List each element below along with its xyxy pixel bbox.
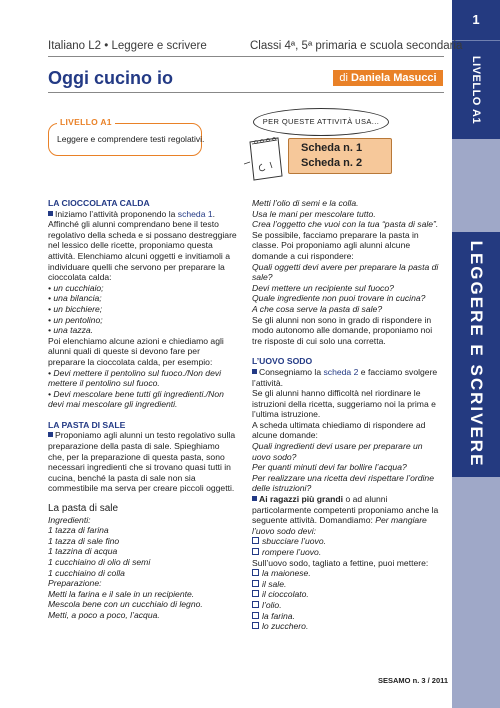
paragraph-text: Consegniamo la: [259, 366, 322, 377]
author-name: Daniela Masucci: [351, 72, 437, 84]
checkbox-label: la maionese.: [262, 568, 311, 579]
checkbox-label: l’olio.: [262, 599, 282, 610]
paragraph-text: . Affinché gli alunni comprendano bene il testo regolativo della scheda e si possano destreggiare nel lessico delle ricette, proponiamo questa attività. Elenchiamo alcuni oggetti e invitiamoli a individuare quelli che servono per preparare la cioccolata calda:: [48, 208, 237, 283]
section-heading: LA PASTA DI SALE: [48, 419, 126, 430]
left-column: [48, 198, 238, 621]
speech-bubble-text: PER QUESTE ATTIVITÀ USA...: [262, 117, 380, 126]
checkbox-label: rompere l’uovo.: [262, 547, 322, 557]
recipe-line: 1 tazzina di acqua: [48, 546, 118, 557]
paragraph-text: o ad alunni particolarmente competenti proponiamo anche la seguente attività. Domandiamo:: [252, 494, 439, 526]
list-item: • un cucchiaio;: [48, 282, 104, 293]
recipe-line: 1 tazza di farina: [48, 525, 109, 536]
recipe-line: Ingredienti:: [48, 514, 91, 525]
question: Per quanti minuti devi far bollire l’acqua?: [252, 462, 407, 473]
page-number: 1: [452, 0, 500, 40]
magazine-name: SESAMO: [378, 676, 411, 685]
checkbox-label: sbucciare l’uovo.: [262, 536, 327, 547]
header-subject: Italiano L2 • Leggere e scrivere: [48, 40, 207, 52]
checkbox-icon: [252, 590, 259, 597]
question: Per realizzare una ricetta devi rispettare l’ordine delle istruzioni?: [252, 472, 434, 494]
paragraph: Se gli alunni non sono in grado di rispondere in modo autonomo alle domande, proponiamo noi tre risposte di cui solo una corretta.: [252, 314, 433, 346]
example-item: • Devi mettere il pentolino sul fuoco./Non devi mettere il pentolino sul fuoco.: [48, 367, 222, 389]
worksheet-reference: scheda 2: [323, 366, 359, 377]
paragraph: A scheda ultimata chiediamo di rispondere ad alcune domande:: [252, 419, 426, 441]
checkbox-option: [252, 600, 442, 611]
checkbox-option: [252, 536, 442, 547]
question: Quale ingrediente non puoi trovare in cucina?: [252, 293, 426, 304]
paragraph: Se gli alunni hanno difficoltà nel riordinare le istruzioni della ricetta, suggeriamo noi la prima e l’ultima istruzione.: [252, 388, 436, 420]
section-heading: LA CIOCCOLATA CALDA: [48, 198, 150, 208]
checkbox-option: [252, 589, 442, 600]
recipe-line: Mescola bene con un cucchiaio di legno.: [48, 599, 203, 610]
worksheet-item: Scheda n. 2: [301, 157, 363, 169]
recipe-line: 1 cucchiaino di olio di semi: [48, 557, 151, 567]
section-heading: L’UOVO SODO: [252, 356, 313, 367]
list-item: • un pentolino;: [48, 314, 103, 325]
right-sidebar: [452, 0, 500, 708]
worksheet-reference: scheda 1: [177, 208, 213, 219]
paragraph-text: Iniziamo l’attività proponendo la: [55, 208, 176, 219]
level-box-label: LIVELLO A1: [57, 117, 115, 127]
header-rule: [48, 56, 444, 57]
page-footer: [378, 676, 448, 685]
paragraph: Se possibile, facciamo preparare la pasta in classe. Poi proponiamo agli alunni alcune domande a cui rispondere:: [252, 229, 419, 261]
paragraph: Sull’uovo sodo, tagliato a fettine, puoi mettere:: [252, 557, 429, 568]
question: Quali oggetti devi avere per preparare la pasta di sale?: [252, 261, 439, 283]
recipe-line: Preparazione:: [48, 578, 102, 589]
checkbox-icon: [252, 569, 259, 576]
checkbox-option: [252, 611, 442, 622]
question: A che cosa serve la pasta di sale?: [252, 303, 383, 314]
level-box-text: Leggere e comprendere testi regolativi.: [57, 134, 205, 144]
recipe-line: Metti, a poco a poco, l’acqua.: [48, 609, 160, 620]
list-item: • una tazza.: [48, 325, 94, 336]
paragraph: [252, 494, 442, 536]
worksheet-item: Scheda n. 1: [301, 142, 363, 154]
checkbox-label: il cioccolato.: [262, 589, 309, 600]
header-classes: Classi 4ª, 5ª primaria e scuola secondaria: [250, 40, 463, 52]
author-badge: [333, 70, 443, 86]
square-bullet-icon: [252, 369, 257, 374]
section-tab: [452, 232, 500, 477]
paragraph-text: Proponiamo agli alunni un testo regolativo sulla preparazione della pasta di sale. Spieghiamo che, per la preparazione di questa pasta, sono necessari ingredienti che si trovano quasi tutti in cucina, benché la pasta di sale non sia commestibile ma serva per creare piccoli oggetti.: [48, 430, 236, 494]
author-prefix: di: [339, 72, 348, 84]
checkbox-icon: [252, 601, 259, 608]
checkbox-icon: [252, 580, 259, 587]
checkbox-icon: [252, 548, 259, 555]
checkbox-icon: [252, 622, 259, 629]
square-bullet-icon: [252, 496, 257, 501]
paragraph: Poi elenchiamo alcune azioni e chiediamo agli alunni quali di queste si devono fare per preparare la cioccolata calda, per esempio:: [48, 335, 224, 367]
recipe-line: Metti l’olio di semi e la colla.: [252, 198, 359, 208]
speech-bubble: [253, 108, 389, 136]
section-tab-label: LEGGERE E SCRIVERE: [467, 240, 486, 468]
paragraph: [252, 367, 442, 388]
recipe-line: Usa le mani per mescolare tutto.: [252, 208, 376, 219]
right-column: [252, 198, 442, 632]
article-title: Oggi cucino io: [48, 68, 173, 88]
recipe-line: Metti la farina e il sale in un recipiente.: [48, 588, 195, 599]
level-tab: [452, 40, 500, 139]
paragraph-bold: Ai ragazzi più grandi: [259, 494, 344, 505]
square-bullet-icon: [48, 211, 53, 216]
notepad-icon: [244, 134, 288, 182]
title-rule: [48, 92, 444, 93]
list-item: • una bilancia;: [48, 293, 102, 304]
square-bullet-icon: [48, 432, 53, 437]
example-item: • Devi mescolare bene tutti gli ingredienti./Non devi mai mescolare gli ingredienti.: [48, 388, 224, 410]
worksheet-list: [288, 138, 392, 174]
paragraph: [48, 209, 238, 283]
list-item: • un bicchiere;: [48, 303, 103, 314]
question: Devi mettere un recipiente sul fuoco?: [252, 282, 394, 293]
checkbox-icon: [252, 612, 259, 619]
question: Per mangiare l’uovo sodo devi:: [252, 515, 427, 536]
checkbox-label: il sale.: [262, 578, 287, 589]
checkbox-icon: [252, 537, 259, 544]
checkbox-option: [252, 547, 442, 558]
checkbox-label: lo zucchero.: [262, 621, 309, 632]
paragraph-text: e facciamo svolgere l’attività.: [252, 366, 438, 388]
issue-number: n. 3 / 2011: [412, 676, 449, 685]
checkbox-label: la farina.: [262, 610, 295, 621]
recipe-line: 1 tazza di sale fino: [48, 535, 120, 546]
checkbox-option: [252, 621, 442, 632]
checkbox-option: [252, 579, 442, 590]
paragraph: [48, 430, 238, 494]
level-box: [48, 117, 205, 156]
recipe-line: 1 cucchiaino di colla: [48, 567, 125, 578]
level-tab-label: LIVELLO A1: [470, 55, 482, 125]
checkbox-option: [252, 568, 442, 579]
recipe-title: La pasta di sale: [48, 503, 119, 515]
recipe-line: Crea l’oggetto che vuoi con la tua “pasta di sale”.: [252, 219, 439, 230]
question: Quali ingredienti devi usare per preparare un uovo sodo?: [252, 441, 423, 462]
